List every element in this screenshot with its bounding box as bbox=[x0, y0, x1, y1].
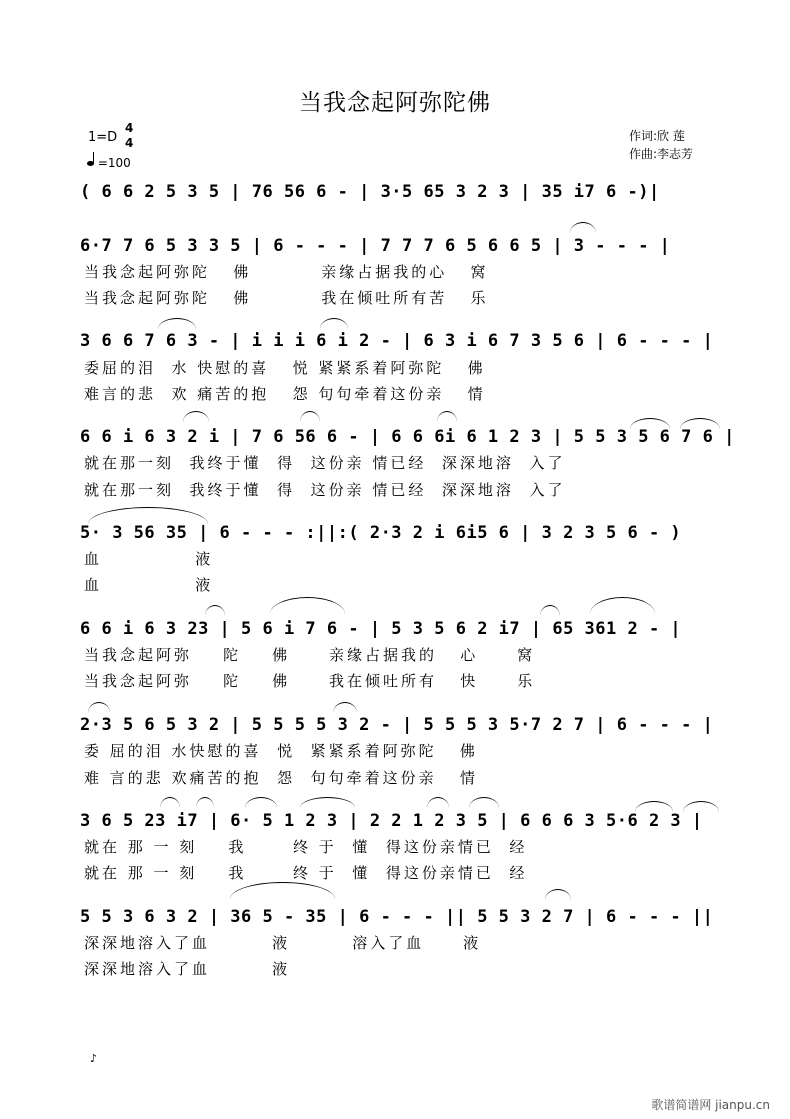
slur bbox=[205, 605, 225, 616]
score-line-5-notes: 5· 3 56 35 | 6 - - - :||:( 2·3 2 i 6i5 6 | 3 2 3 5 6 - ) bbox=[80, 523, 682, 543]
slur bbox=[630, 418, 670, 429]
slur bbox=[230, 882, 335, 899]
score-line-8-lyrics-1: 就在 那 一 刻 我 终 于 懂 得这份亲情已 经 bbox=[84, 838, 528, 856]
slur bbox=[540, 605, 560, 616]
key-signature: 1=D bbox=[88, 130, 118, 145]
composer: 作曲:李志芳 bbox=[629, 147, 694, 161]
slur bbox=[183, 411, 209, 422]
score-line-6-notes: 6 6 i 6 3 23 | 5 6 i 7 6 - | 5 3 5 6 2 i7 | 65 361 2 - | bbox=[80, 619, 682, 639]
tempo-marking bbox=[87, 156, 131, 170]
quarter-note-icon bbox=[87, 161, 94, 166]
footer-mark: ♪ bbox=[90, 1052, 98, 1065]
score-line-5-lyrics-2: 血 液 bbox=[84, 576, 214, 594]
slur bbox=[320, 318, 348, 329]
time-signature-denominator: 4 bbox=[125, 136, 134, 150]
slur bbox=[245, 797, 277, 808]
slur bbox=[158, 318, 196, 329]
slur bbox=[545, 889, 571, 900]
slur bbox=[333, 702, 357, 713]
credits bbox=[629, 127, 693, 163]
slur bbox=[300, 411, 320, 422]
score-line-9-lyrics-2: 深深地溶入了血 液 bbox=[84, 960, 291, 978]
score-line-7-lyrics-1: 委 屈的泪 水快慰的喜 悦 紧紧系着阿弥陀 佛 bbox=[84, 742, 478, 760]
score-line-1-notes: ( 6 6 2 5 3 5 | 76 56 6 - | 3·5 65 3 2 3 | 35 i7 6 -)| bbox=[80, 182, 660, 202]
score-line-4-lyrics-2: 就在那一刻 我终于懂 得 这份亲 情已经 深深地溶 入了 bbox=[84, 481, 566, 499]
score-line-7-notes: 2·3 5 6 5 3 2 | 5 5 5 5 3 2 - | 5 5 5 3 5·7 2 7 | 6 - - - | bbox=[80, 715, 714, 735]
score-line-8-notes: 3 6 5 23 i7 | 6· 5 1 2 3 | 2 2 1 2 3 5 | 6 6 6 3 5·6 2 3 | bbox=[80, 811, 703, 831]
score-line-8-lyrics-2: 就在 那 一 刻 我 终 于 懂 得这份亲情已 经 bbox=[84, 864, 528, 882]
slur bbox=[196, 797, 214, 808]
score-line-9-lyrics-1: 深深地溶入了血 液 溶入了血 液 bbox=[84, 934, 482, 952]
score-line-2-lyrics-1: 当我念起阿弥陀 佛 亲缘占据我的心 窝 bbox=[84, 263, 489, 281]
score-line-7-lyrics-2: 难 言的悲 欢痛苦的抱 怨 句句牵着这份亲 情 bbox=[84, 769, 478, 787]
score-line-2-notes: 6·7 7 6 5 3 3 5 | 6 - - - | 7 7 7 6 5 6 6 5 | 3 - - - | bbox=[80, 236, 671, 256]
score-line-4-lyrics-1: 就在那一刻 我终于懂 得 这份亲 情已经 深深地溶 入了 bbox=[84, 454, 566, 472]
score-line-5-lyrics-1: 血 液 bbox=[84, 550, 214, 568]
slur bbox=[160, 797, 180, 808]
score-line-3-notes: 3 6 6 7 6 3 - | i i i 6 i 2 - | 6 3 i 6 7 3 5 6 | 6 - - - | bbox=[80, 331, 714, 351]
score-line-6-lyrics-2: 当我念起阿弥 陀 佛 我在倾吐所有 快 乐 bbox=[84, 672, 536, 690]
time-signature-numerator: 4 bbox=[125, 121, 134, 135]
slur bbox=[300, 797, 355, 808]
slur bbox=[437, 411, 457, 422]
score-line-4-notes: 6 6 i 6 3 2 i | 7 6 56 6 - | 6 6 6i 6 1 2 3 | 5 5 3 5 6 7 6 | bbox=[80, 427, 735, 447]
score-line-3-lyrics-1: 委屈的泪 水 快慰的喜 悦 紧紧系着阿弥陀 佛 bbox=[84, 359, 486, 377]
slur bbox=[88, 507, 208, 524]
lyricist: 作词:欣 莲 bbox=[629, 129, 685, 143]
song-title: 当我念起阿弥陀佛 bbox=[299, 90, 491, 116]
slur bbox=[570, 222, 596, 233]
slur bbox=[270, 597, 345, 614]
tempo-value: =100 bbox=[97, 156, 131, 170]
score-line-9-notes: 5 5 3 6 3 2 | 36 5 - 35 | 6 - - - || 5 5 3 2 7 | 6 - - - || bbox=[80, 907, 714, 927]
slur bbox=[427, 797, 449, 808]
slur bbox=[469, 797, 499, 808]
site-watermark: 歌谱简谱网 jianpu.cn bbox=[651, 1098, 770, 1112]
slur bbox=[88, 702, 110, 713]
score-line-2-lyrics-2: 当我念起阿弥陀 佛 我在倾吐所有苦 乐 bbox=[84, 289, 489, 307]
score-line-6-lyrics-1: 当我念起阿弥 陀 佛 亲缘占据我的 心 窝 bbox=[84, 646, 536, 664]
slur bbox=[680, 418, 720, 429]
slur bbox=[590, 597, 655, 614]
score-line-3-lyrics-2: 难言的悲 欢 痛苦的抱 怨 句句牵着这份亲 情 bbox=[84, 385, 486, 403]
